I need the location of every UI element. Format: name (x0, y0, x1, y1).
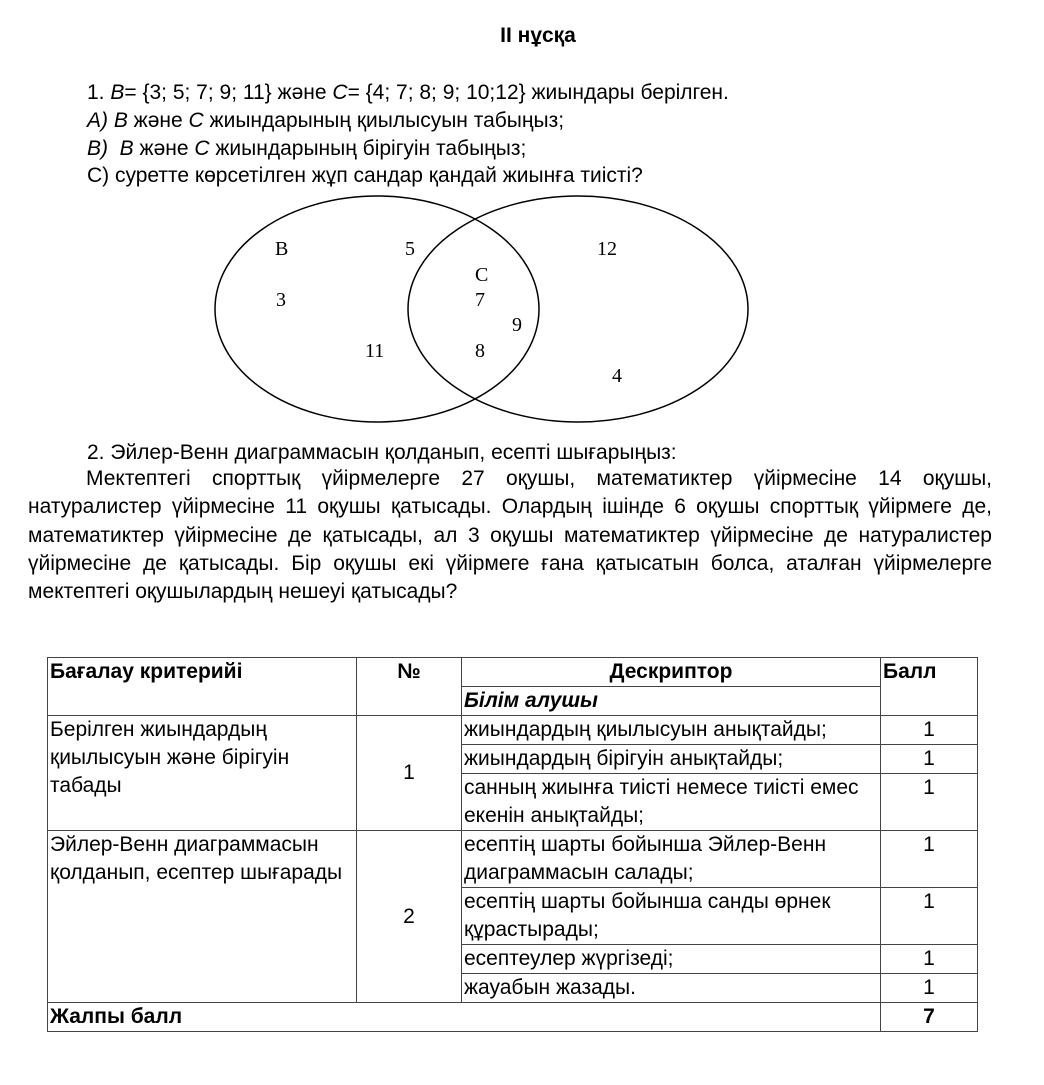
venn-number: 5 (405, 238, 415, 260)
score-cell: 1 (881, 774, 978, 831)
venn-number: 4 (612, 365, 622, 387)
venn-number: 12 (597, 238, 617, 260)
header-criterion: Бағалау критерийі (48, 658, 357, 716)
venn-diagram (205, 192, 765, 432)
criterion-cell: Берілген жиындардың қиылысуын және бірігуін табады (48, 716, 357, 831)
descriptor-cell: есептің шарты бойынша Эйлер-Венн диаграммасын салады; (462, 831, 881, 888)
total-label: Жалпы балл (48, 1003, 881, 1032)
descriptor-cell: санның жиынға тиісті немесе тиісті емес екенін анықтайды; (462, 774, 881, 831)
part-a-mid: және (127, 109, 189, 132)
header-learner: Білім алушы (462, 687, 881, 716)
task1-part-b (87, 136, 526, 162)
assessment-table (47, 657, 978, 1032)
score-cell: 1 (881, 945, 978, 974)
score-cell: 1 (881, 974, 978, 1003)
criterion-cell: Эйлер-Венн диаграммасын қолданып, есептер шығарады (48, 831, 357, 1003)
descriptor-cell: есептің шарты бойынша санды өрнек құрастырады; (462, 888, 881, 945)
venn-label-c: C (475, 264, 489, 286)
table-row (48, 716, 978, 745)
header-score: Балл (881, 658, 978, 716)
part-b-c: C (194, 137, 210, 160)
set-c-label: C (332, 81, 348, 104)
total-row (48, 1003, 978, 1032)
venn-label-b: B (275, 238, 289, 260)
descriptor-cell: жауабын жазады. (462, 974, 881, 1003)
part-b-tail: жиындарының бірігуін табыңыз; (209, 137, 527, 160)
task1-part-a (87, 108, 564, 134)
set-c-values: = {4; 7; 8; 9; 10;12} (347, 81, 526, 104)
set-c-ellipse (408, 196, 748, 422)
task2-heading: 2. Эйлер-Венн диаграммасын қолданып, есепті шығарыңыз: (87, 441, 677, 464)
set-b-values: = {3; 5; 7; 9; 11} (124, 81, 272, 104)
descriptor-cell: жиындардың бірігуін анықтайды; (462, 745, 881, 774)
task1-part-c: C) суретте көрсетілген жұп сандар қандай жиынға тиісті? (87, 164, 643, 187)
part-b-mid: және (133, 137, 195, 160)
score-cell: 1 (881, 716, 978, 745)
part-a-c: C (188, 109, 204, 132)
header-number: № (357, 658, 462, 716)
total-value: 7 (881, 1003, 978, 1032)
venn-number: 3 (276, 289, 286, 311)
statement-tail: жиындары берілген. (525, 81, 729, 104)
venn-number: 7 (475, 289, 485, 311)
descriptor-cell: есептеулер жүргізеді; (462, 945, 881, 974)
number-cell: 1 (357, 716, 462, 831)
header-descriptor: Дескриптор (462, 658, 881, 687)
conjunction: және (271, 81, 333, 104)
task2-body (28, 465, 992, 606)
task-number: 1. (87, 81, 105, 104)
task1-statement (87, 80, 729, 106)
score-cell: 1 (881, 745, 978, 774)
part-b-prefix: B) B (87, 137, 134, 160)
page-title: II нұсқа (500, 24, 576, 47)
part-a-prefix: A) B (87, 109, 128, 132)
set-b-ellipse (215, 196, 539, 422)
venn-number: 8 (475, 340, 485, 362)
score-cell: 1 (881, 888, 978, 945)
table-row (48, 831, 978, 888)
venn-number: 9 (512, 314, 522, 336)
descriptor-cell: жиындардың қиылысуын анықтайды; (462, 716, 881, 745)
part-a-tail: жиындарының қиылысуын табыңыз; (203, 109, 565, 132)
set-b-label: B (110, 81, 125, 104)
venn-number: 11 (365, 340, 385, 362)
task2-body-text: Мектептегі спорттық үйірмелерге 27 оқушы, математиктер үйірмесіне 14 оқушы, натуралистер үйірмесіне 11 оқушы қатысады. Олардың ішінде 6 оқушы спорттық үйірмеге де, математиктер үйірмесіне де қатысады, ал 3 оқушы математиктер үйірмесіне де натуралистер үйірмесіне де қатысады. Бір оқушы екі үйірмеге ғана қатысатын болса, аталған үйірмелерге мектептегі оқушылардың нешеуі қатысады? (28, 467, 992, 604)
score-cell: 1 (881, 831, 978, 888)
number-cell: 2 (357, 831, 462, 1003)
